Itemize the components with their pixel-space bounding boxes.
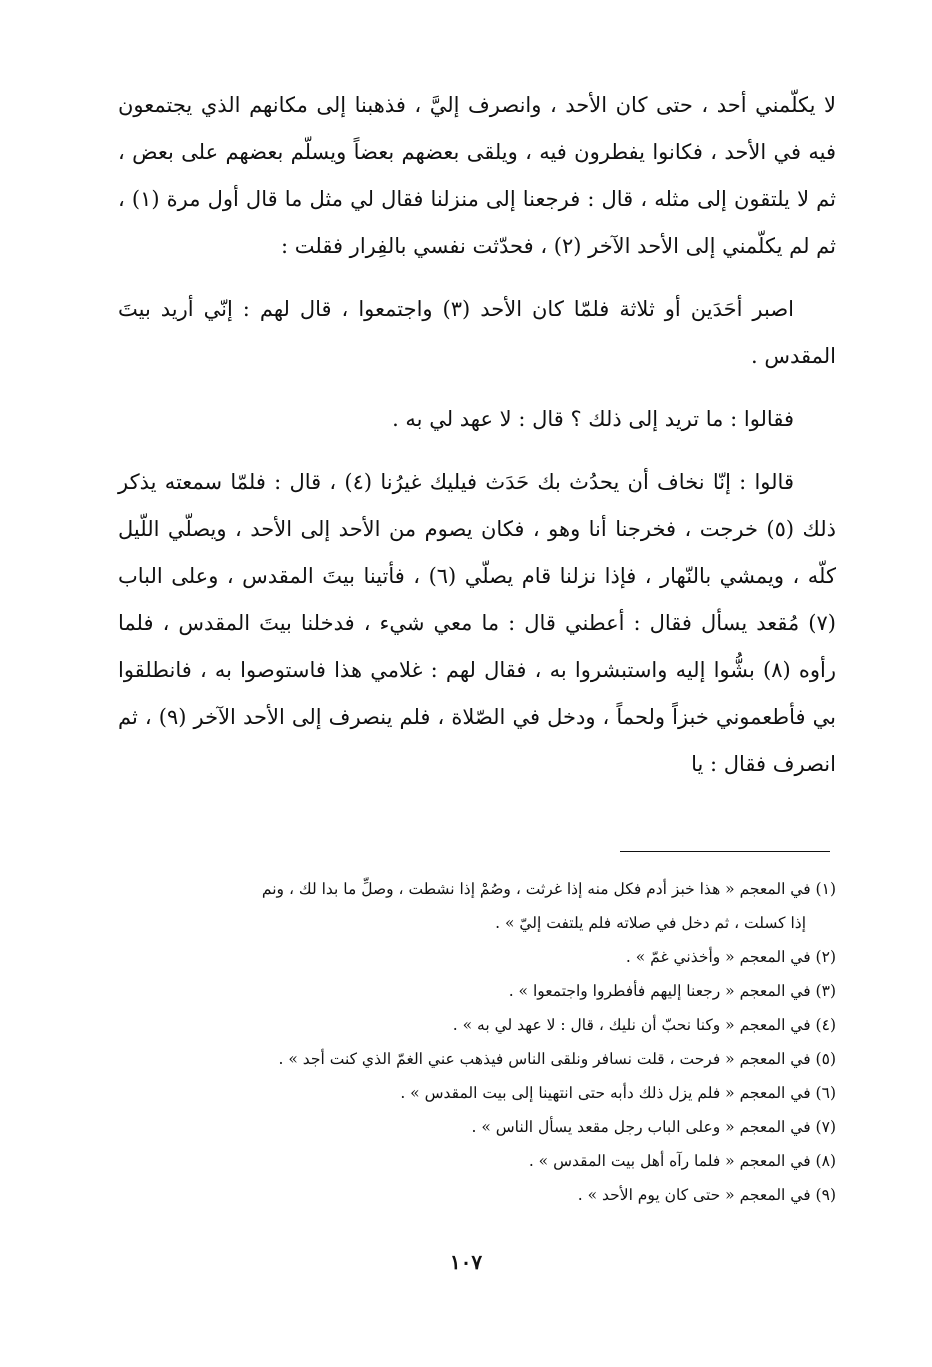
footnotes-section <box>118 872 836 1212</box>
footnote-1-continuation: إذا كسلت ، ثم دخل في صلاته فلم يلتفت إليّ » . <box>495 914 806 932</box>
footnote-9: (٩) في المعجم « حتى كان يوم الأحد » . <box>577 1186 836 1204</box>
paragraph-3: فقالوا : ما تريد إلى ذلك ؟ قال : لا عهد لي به . <box>392 407 794 431</box>
paragraph-4: قالوا : إنّا نخاف أن يحدُث بك حَدَث فيليك غيرُنا (٤) ، قال : فلمّا سمعته يذكر ذلك (٥) خرجت ، فخرجنا أنا وهو ، فكان يصوم من الأحد إلى الأحد ، ويصلّي اللّيل كلّه ، ويمشي بالنّهار ، فإذا نزلنا قام يصلّي (٦) ، فأتينا بيتَ المقدس ، وعلى الباب (٧) مُقعد يسأل فقال : أعطني قال : ما معي شيء ، فدخلنا بيتَ المقدس ، فلما رأوه (٨) بشُّوا إليه واستبشروا به ، فقال لهم : غلامي هذا فاستوصوا به ، فانطلقوا بي فأطعموني خبزاً ولحماً ، ودخل في الصّلاة ، فلم ينصرف إلى الأحد الآخر (٩) ، ثم انصرف فقال : يا <box>118 470 836 776</box>
paragraph-2: اصبر أحَدَين أو ثلاثة فلمّا كان الأحد (٣) واجتمعوا ، قال لهم : إنّي أريد بيتَ المقدس . <box>118 297 836 368</box>
footnote-1-text: (١) في المعجم « هذا خبز أدم فكل منه إذا غرثت ، وصُمْ إذا نشطت ، وصلِّ ما بدا لك ، ونم <box>261 880 836 898</box>
main-text-block <box>118 82 836 788</box>
footnote-divider <box>620 851 830 852</box>
footnote-6: (٦) في المعجم « فلم يزل ذلك دأبه حتى انتهينا إلى بيت المقدس » . <box>400 1084 836 1102</box>
footnote-5: (٥) في المعجم « فرحت ، قلت نسافر ونلقى الناس فيذهب عني الغمّ الذي كنت أجد » . <box>278 1050 836 1068</box>
footnote-7: (٧) في المعجم « وعلى الباب رجل مقعد يسأل الناس » . <box>471 1118 836 1136</box>
page-number: ١٠٧ <box>449 1250 483 1274</box>
footnote-2: (٢) في المعجم « وأخذني غمّ » . <box>625 948 836 966</box>
paragraph-1: لا يكلّمني أحد ، حتى كان الأحد ، وانصرف إليَّ ، فذهبنا إلى مكانهم الذي يجتمعون فيه في الأحد ، فكانوا يفطرون فيه ، ويلقى بعضهم بعضاً ويسلّم بعضهم على بعض ، ثم لا يلتقون إلى مثله ، قال : فرجعنا إلى منزلنا فقال لي مثل ما قال أول مرة (١) ، ثم لم يكلّمني إلى الأحد الآخر (٢) ، فحدّثت نفسي بالفِرار فقلت : <box>118 93 836 258</box>
footnote-1 <box>118 872 836 940</box>
footnote-3: (٣) في المعجم « رجعنا إليهم فأفطروا واجتمعوا » . <box>508 982 836 1000</box>
footnote-4: (٤) في المعجم « وكنا نحبّ أن نليك ، قال : لا عهد لي به » . <box>452 1016 836 1034</box>
footnote-8: (٨) في المعجم « فلما رآه أهل بيت المقدس » . <box>528 1152 836 1170</box>
